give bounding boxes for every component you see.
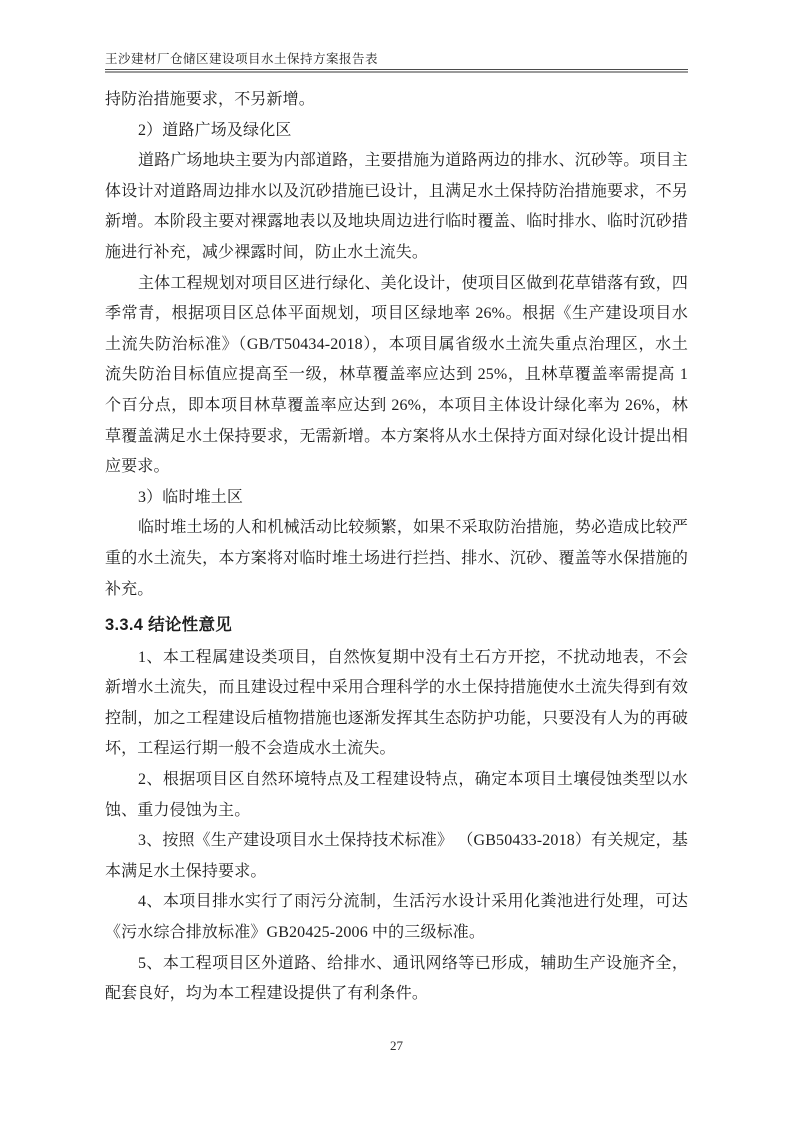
list-item-roads-greening: 2）道路广场及绿化区 [138,121,292,139]
paragraph-greening-plan: 主体工程规划对项目区进行绿化、美化设计，使项目区做到花草错落有致，四季常青，根据项目区总体平面规划，项目区绿地率 26%。根据《生产建设项目水土流失防治标准》（GB/T50434-2018），本项目属省级水土流失重点治理区，水土流失防治目标值应提高至一级，林草覆盖率应达到 25%，且林草覆盖率需提高 1 个百分点，即本项目林草覆盖率应达到 26%，本项目主体设计绿化率为 26%，林草覆盖满足水土保持要求，无需新增。本方案将从水土保持方面对绿化设计提出相应要求。 [105,274,688,476]
list-item-temporary-soil-area: 3）临时堆土区 [138,488,244,506]
paragraph-roads-measures: 道路广场地块主要为内部道路，主要措施为道路两边的排水、沉砂等。项目主体设计对道路周边排水以及沉砂措施已设计，且满足水土保持防治措施要求，不另新增。本阶段主要对裸露地表以及地块周边进行临时覆盖、临时排水、临时沉砂措施进行补充，减少裸露时间，防止水土流失。 [105,152,688,261]
paragraph-conclusion-5: 5、本工程项目区外道路、给排水、通讯网络等已形成，辅助生产设施齐全，配套良好，均为本工程建设提供了有利条件。 [105,954,688,1003]
page-number: 27 [390,1038,403,1053]
document-body [105,85,688,1010]
paragraph-conclusion-3: 3、按照《生产建设项目水土保持技术标准》 （GB50433-2018）有关规定，基本满足水土保持要求。 [105,832,688,880]
section-heading-conclusions: 3.3.4 结论性意见 [105,616,233,635]
paragraph-temporary-soil-measures: 临时堆土场的人和机械活动比较频繁，如果不采取防治措施，势必造成比较严重的水土流失，本方案将对临时堆土场进行拦挡、排水、沉砂、覆盖等水保措施的补充。 [105,519,688,598]
paragraph-continuation: 持防治措施要求，不另新增。 [105,91,315,108]
page-header-title: 王沙建材厂仓储区建设项目水土保持方案报告表 [105,52,379,66]
paragraph-conclusion-4: 4、本项目排水实行了雨污分流制，生活污水设计采用化粪池进行处理，可达《污水综合排放标准》GB20425-2006 中的三级标准。 [105,893,688,942]
paragraph-conclusion-2: 2、根据项目区自然环境特点及工程建设特点，确定本项目土壤侵蚀类型以水蚀、重力侵蚀为主。 [105,771,688,819]
paragraph-conclusion-1: 1、本工程属建设类项目，自然恢复期中没有土石方开挖，不扰动地表，不会新增水土流失，而且建设过程中采用合理科学的水土保持措施使水土流失得到有效控制，加之工程建设后植物措施也逐渐发挥其生态防护功能，只要没有人为的再破坏，工程运行期一般不会造成水土流失。 [105,648,688,758]
header-rule-divider [105,69,688,73]
